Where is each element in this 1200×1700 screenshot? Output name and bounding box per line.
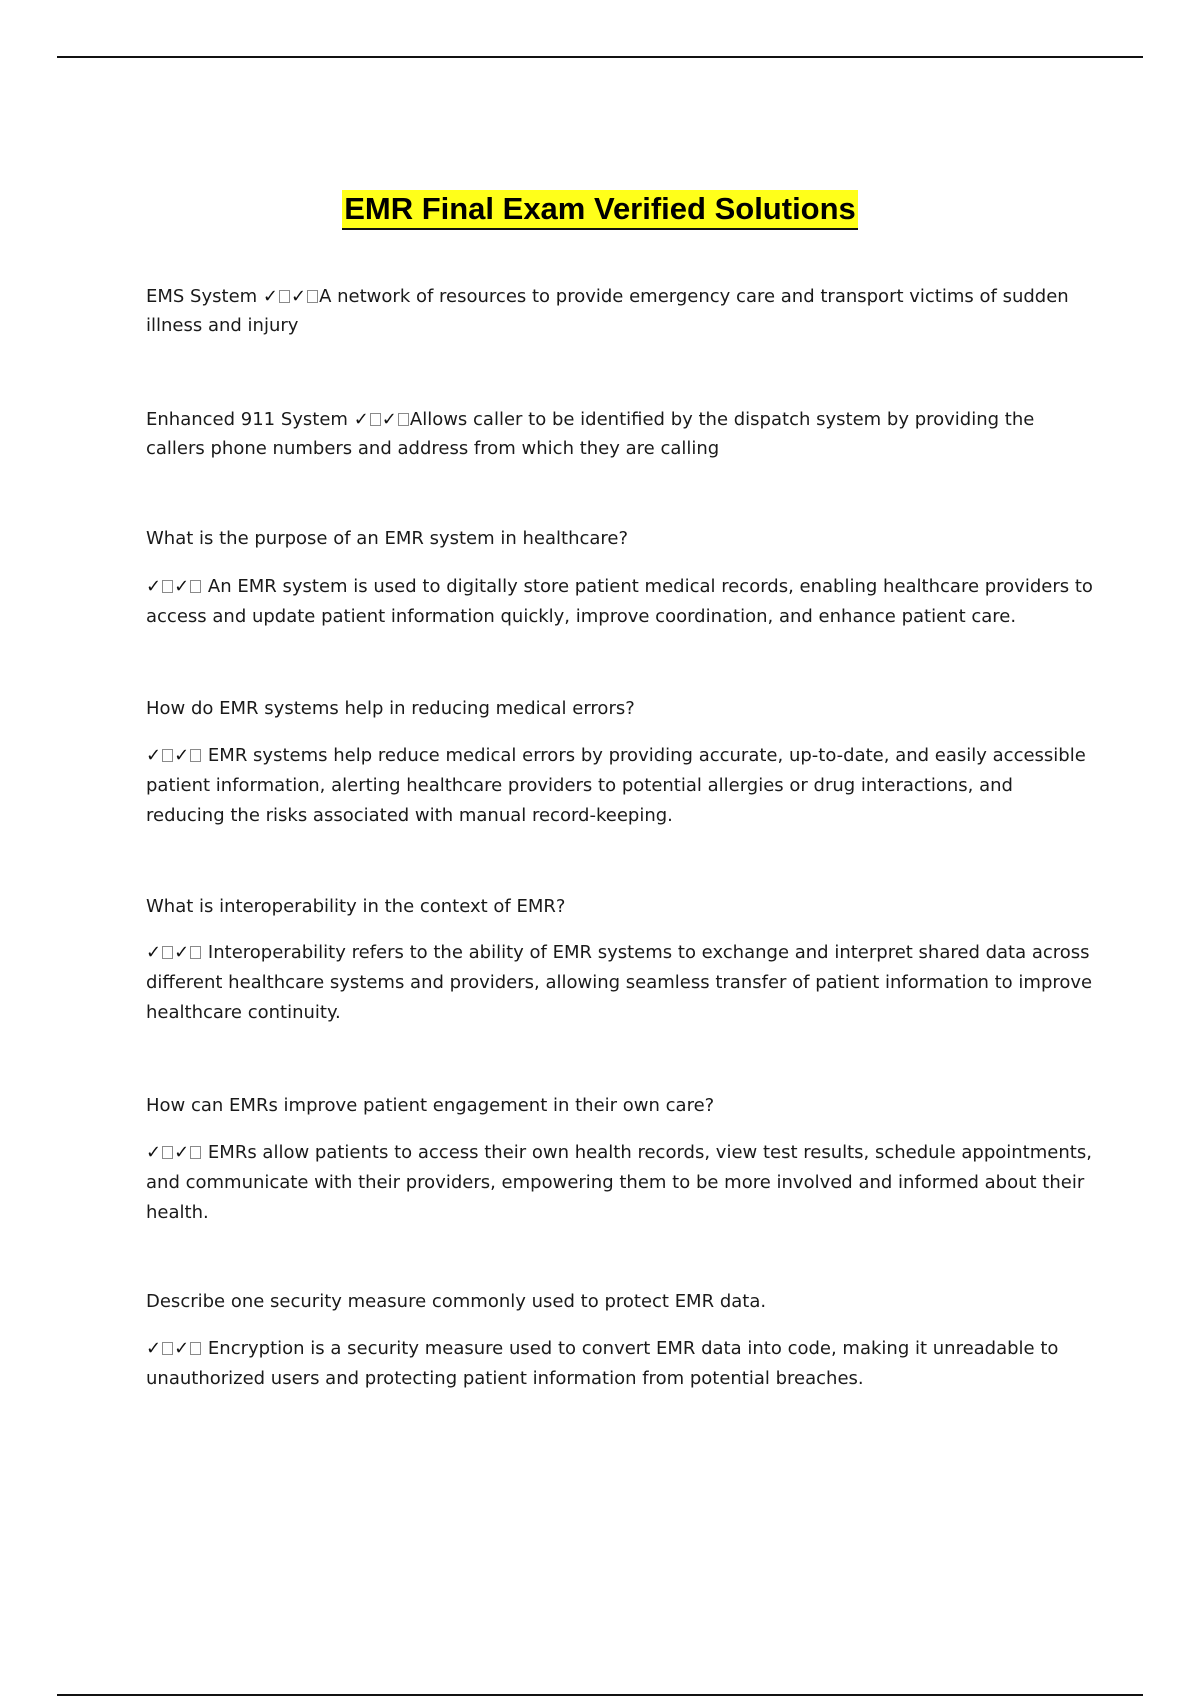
answer-text: EMR systems help reduce medical errors by providing accurate, up-to-date, and easily accessible patient information, alerting healthcare providers to potential allergies or drug interactions, and reducing the risks associated with manual record-keeping. (146, 745, 1086, 826)
definition-entry-ems-system (146, 282, 1096, 340)
check-mark-icon: ✓ (146, 745, 162, 766)
placeholder-box-icon (162, 1342, 173, 1355)
answer-text: Interoperability refers to the ability of EMR systems to exchange and interpret shared data across different healthcare systems and providers, allowing seamless transfer of patient information to improve healthcare continuity. (146, 942, 1093, 1023)
placeholder-box-icon (307, 290, 318, 303)
answer-1 (146, 572, 1096, 632)
check-mark-icon: ✓ (174, 576, 190, 597)
placeholder-box-icon (190, 580, 201, 593)
placeholder-box-icon (370, 413, 381, 426)
header-rule (57, 56, 1143, 58)
placeholder-box-icon (190, 946, 201, 959)
answer-text: An EMR system is used to digitally store patient medical records, enabling healthcare providers to access and update patient information quickly, improve coordination, and enhance patient care. (146, 576, 1093, 627)
answer-4 (146, 1138, 1096, 1228)
placeholder-box-icon (162, 749, 173, 762)
definition-text: Allows caller to be identified by the dispatch system by providing the callers phone numbers and address from which they are calling (146, 409, 1035, 459)
check-mark-icon: ✓ (291, 286, 307, 307)
definition-term: Enhanced 911 System (146, 409, 348, 430)
document-title: EMR Final Exam Verified Solutions (342, 190, 858, 230)
definition-text: A network of resources to provide emergency care and transport victims of sudden illness and injury (146, 286, 1069, 336)
check-mark-icon: ✓ (174, 1142, 190, 1163)
placeholder-box-icon (398, 413, 409, 426)
check-mark-icon: ✓ (146, 942, 162, 963)
question-2: How do EMR systems help in reducing medical errors? (146, 698, 635, 719)
placeholder-box-icon (190, 749, 201, 762)
check-mark-icon: ✓ (146, 1338, 162, 1359)
placeholder-box-icon (190, 1342, 201, 1355)
check-mark-icon: ✓ (174, 745, 190, 766)
question-1: What is the purpose of an EMR system in healthcare? (146, 528, 629, 549)
placeholder-box-icon (162, 580, 173, 593)
answer-3 (146, 938, 1096, 1028)
question-4: How can EMRs improve patient engagement in their own care? (146, 1095, 715, 1116)
check-mark-icon: ✓ (174, 1338, 190, 1359)
answer-text: EMRs allow patients to access their own health records, view test results, schedule appointments, and communicate with their providers, empowering them to be more involved and informed about their health. (146, 1142, 1092, 1223)
answer-5 (146, 1334, 1096, 1394)
check-mark-icon: ✓ (174, 942, 190, 963)
check-mark-icon: ✓ (146, 576, 162, 597)
check-mark-icon: ✓ (262, 286, 279, 307)
answer-2 (146, 741, 1096, 831)
footer-rule (57, 1694, 1143, 1696)
definition-term: EMS System (146, 286, 258, 307)
placeholder-box-icon (162, 1146, 173, 1159)
placeholder-box-icon (162, 946, 173, 959)
check-mark-icon: ✓ (146, 1142, 162, 1163)
check-mark-icon: ✓ (381, 409, 397, 430)
check-mark-icon: ✓ (353, 409, 369, 430)
answer-text: Encryption is a security measure used to convert EMR data into code, making it unreadable to unauthorized users and protecting patient information from potential breaches. (146, 1338, 1059, 1389)
title-container (0, 190, 1200, 230)
definition-entry-enhanced-911 (146, 405, 1096, 463)
question-5: Describe one security measure commonly used to protect EMR data. (146, 1291, 767, 1312)
question-3: What is interoperability in the context of EMR? (146, 896, 566, 917)
placeholder-box-icon (279, 290, 290, 303)
placeholder-box-icon (190, 1146, 201, 1159)
